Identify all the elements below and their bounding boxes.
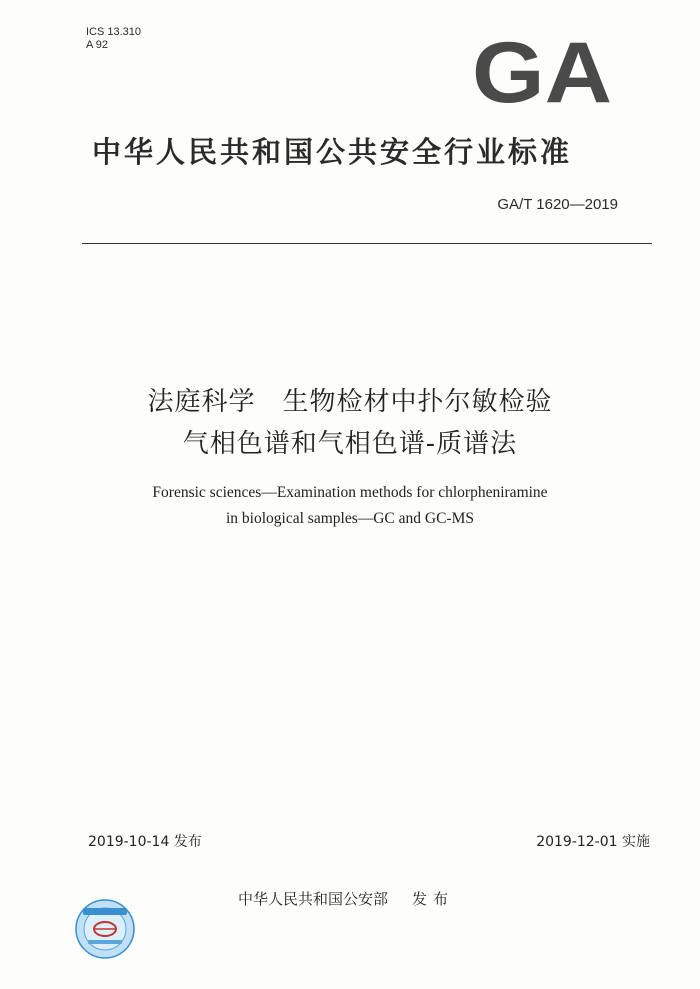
header-divider bbox=[82, 243, 652, 244]
ics-code: ICS 13.310 bbox=[86, 26, 142, 38]
publisher-name: 中华人民共和国公安部 bbox=[238, 890, 389, 908]
ccs-code: A 92 bbox=[86, 39, 109, 51]
standard-number: GA/T 1620—2019 bbox=[497, 196, 618, 213]
issue-date: 2019-10-14 发布 bbox=[88, 834, 202, 850]
publisher-line bbox=[238, 888, 454, 909]
classification-codes bbox=[86, 26, 141, 52]
chinese-title-line-1: 法庭科学 生物检材中扑尔敏检验 bbox=[147, 387, 553, 417]
anti-counterfeit-stamp-icon bbox=[74, 898, 136, 960]
standard-category-title: 中华人民共和国公共安全行业标准 bbox=[92, 135, 573, 169]
implementation-date: 2019-12-01 实施 bbox=[536, 834, 650, 850]
ga-logo bbox=[470, 36, 615, 106]
english-title-line-1: Forensic sciences—Examination methods for chlorpheniramine bbox=[152, 484, 548, 501]
chinese-title-line-2: 气相色谱和气相色谱-质谱法 bbox=[182, 429, 518, 459]
ga-logo-text: GA bbox=[472, 36, 612, 106]
publish-label: 发布 bbox=[412, 890, 455, 908]
english-title-line-2: in biological samples—GC and GC-MS bbox=[226, 510, 474, 527]
